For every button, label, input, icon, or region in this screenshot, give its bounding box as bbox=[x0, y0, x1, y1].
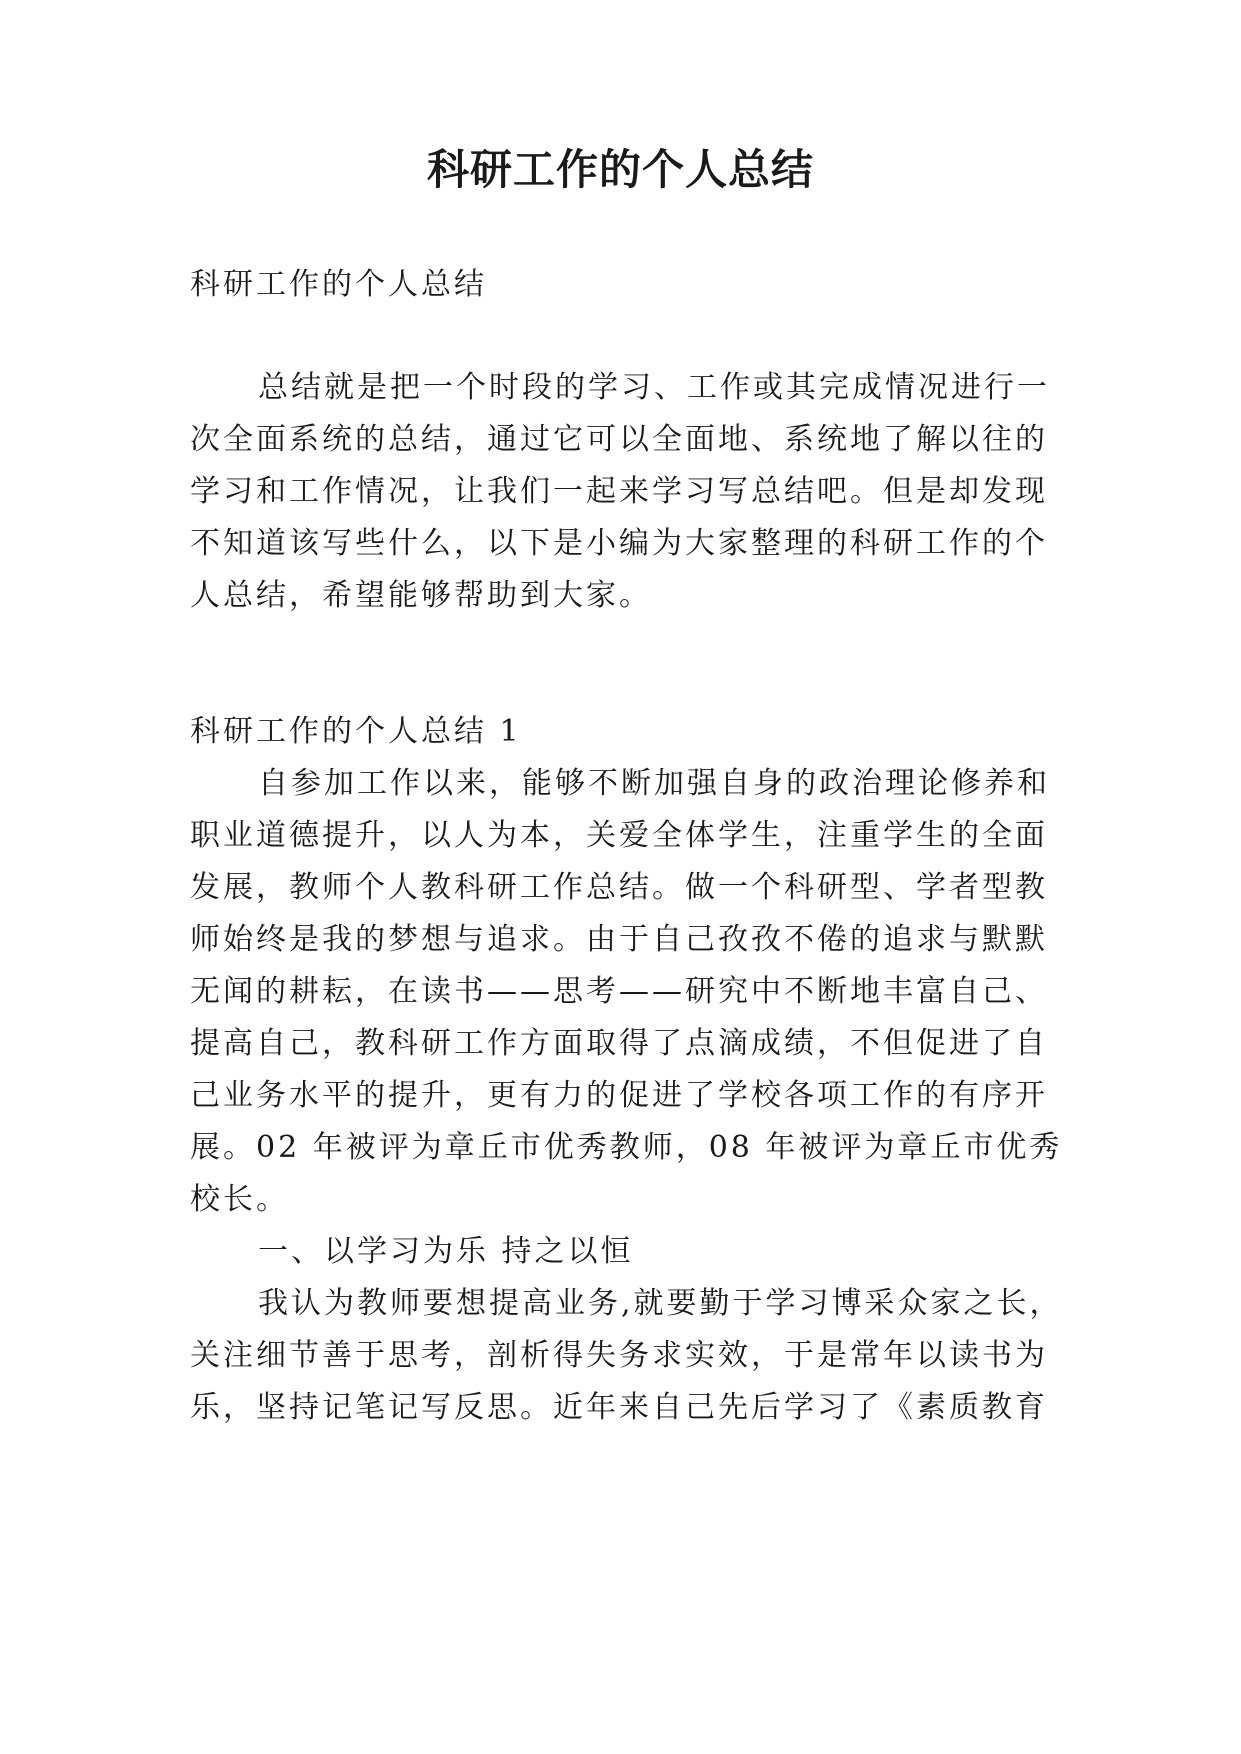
section-line-6: 提高自己，教科研工作方面取得了点滴成绩，不但促进了自 bbox=[190, 1026, 1048, 1061]
intro-line-2: 次全面系统的总结，通过它可以全面地、系统地了解以往的 bbox=[190, 422, 1048, 457]
section-line-7: 己业务水平的提升，更有力的促进了学校各项工作的有序开 bbox=[190, 1078, 1048, 1113]
document-title: 科研工作的个人总结 bbox=[426, 145, 814, 194]
document-subtitle: 科研工作的个人总结 bbox=[190, 267, 487, 302]
section-line-5: 无闻的耕耘，在读书——思考——研究中不断地丰富自己、 bbox=[190, 974, 1048, 1009]
section-line-2: 职业道德提升，以人为本，关爱全体学生，注重学生的全面 bbox=[190, 818, 1048, 853]
final-line-2: 关注细节善于思考，剖析得失务求实效，于是常年以读书为 bbox=[190, 1338, 1048, 1373]
final-line-1: 我认为教师要想提高业务,就要勤于学习博采众家之长， bbox=[258, 1286, 1063, 1321]
final-line-3: 乐，坚持记笔记写反思。近年来自己先后学习了《素质教育 bbox=[190, 1390, 1048, 1425]
section-line-8: 展。02 年被评为章丘市优秀教师，08 年被评为章丘市优秀 bbox=[190, 1130, 1063, 1165]
section-line-4: 师始终是我的梦想与追求。由于自己孜孜不倦的追求与默默 bbox=[190, 922, 1048, 957]
subheading: 一、以学习为乐 持之以恒 bbox=[258, 1234, 634, 1269]
section-line-9: 校长。 bbox=[190, 1182, 289, 1217]
section-line-3: 发展，教师个人教科研工作总结。做一个科研型、学者型教 bbox=[190, 870, 1048, 905]
section-heading: 科研工作的个人总结 1 bbox=[190, 714, 522, 749]
intro-line-5: 人总结，希望能够帮助到大家。 bbox=[190, 578, 652, 613]
section-line-1: 自参加工作以来，能够不断加强自身的政治理论修养和 bbox=[258, 766, 1050, 801]
intro-line-3: 学习和工作情况，让我们一起来学习写总结吧。但是却发现 bbox=[190, 474, 1048, 509]
intro-line-4: 不知道该写些什么，以下是小编为大家整理的科研工作的个 bbox=[190, 526, 1048, 561]
intro-line-1: 总结就是把一个时段的学习、工作或其完成情况进行一 bbox=[258, 370, 1050, 405]
